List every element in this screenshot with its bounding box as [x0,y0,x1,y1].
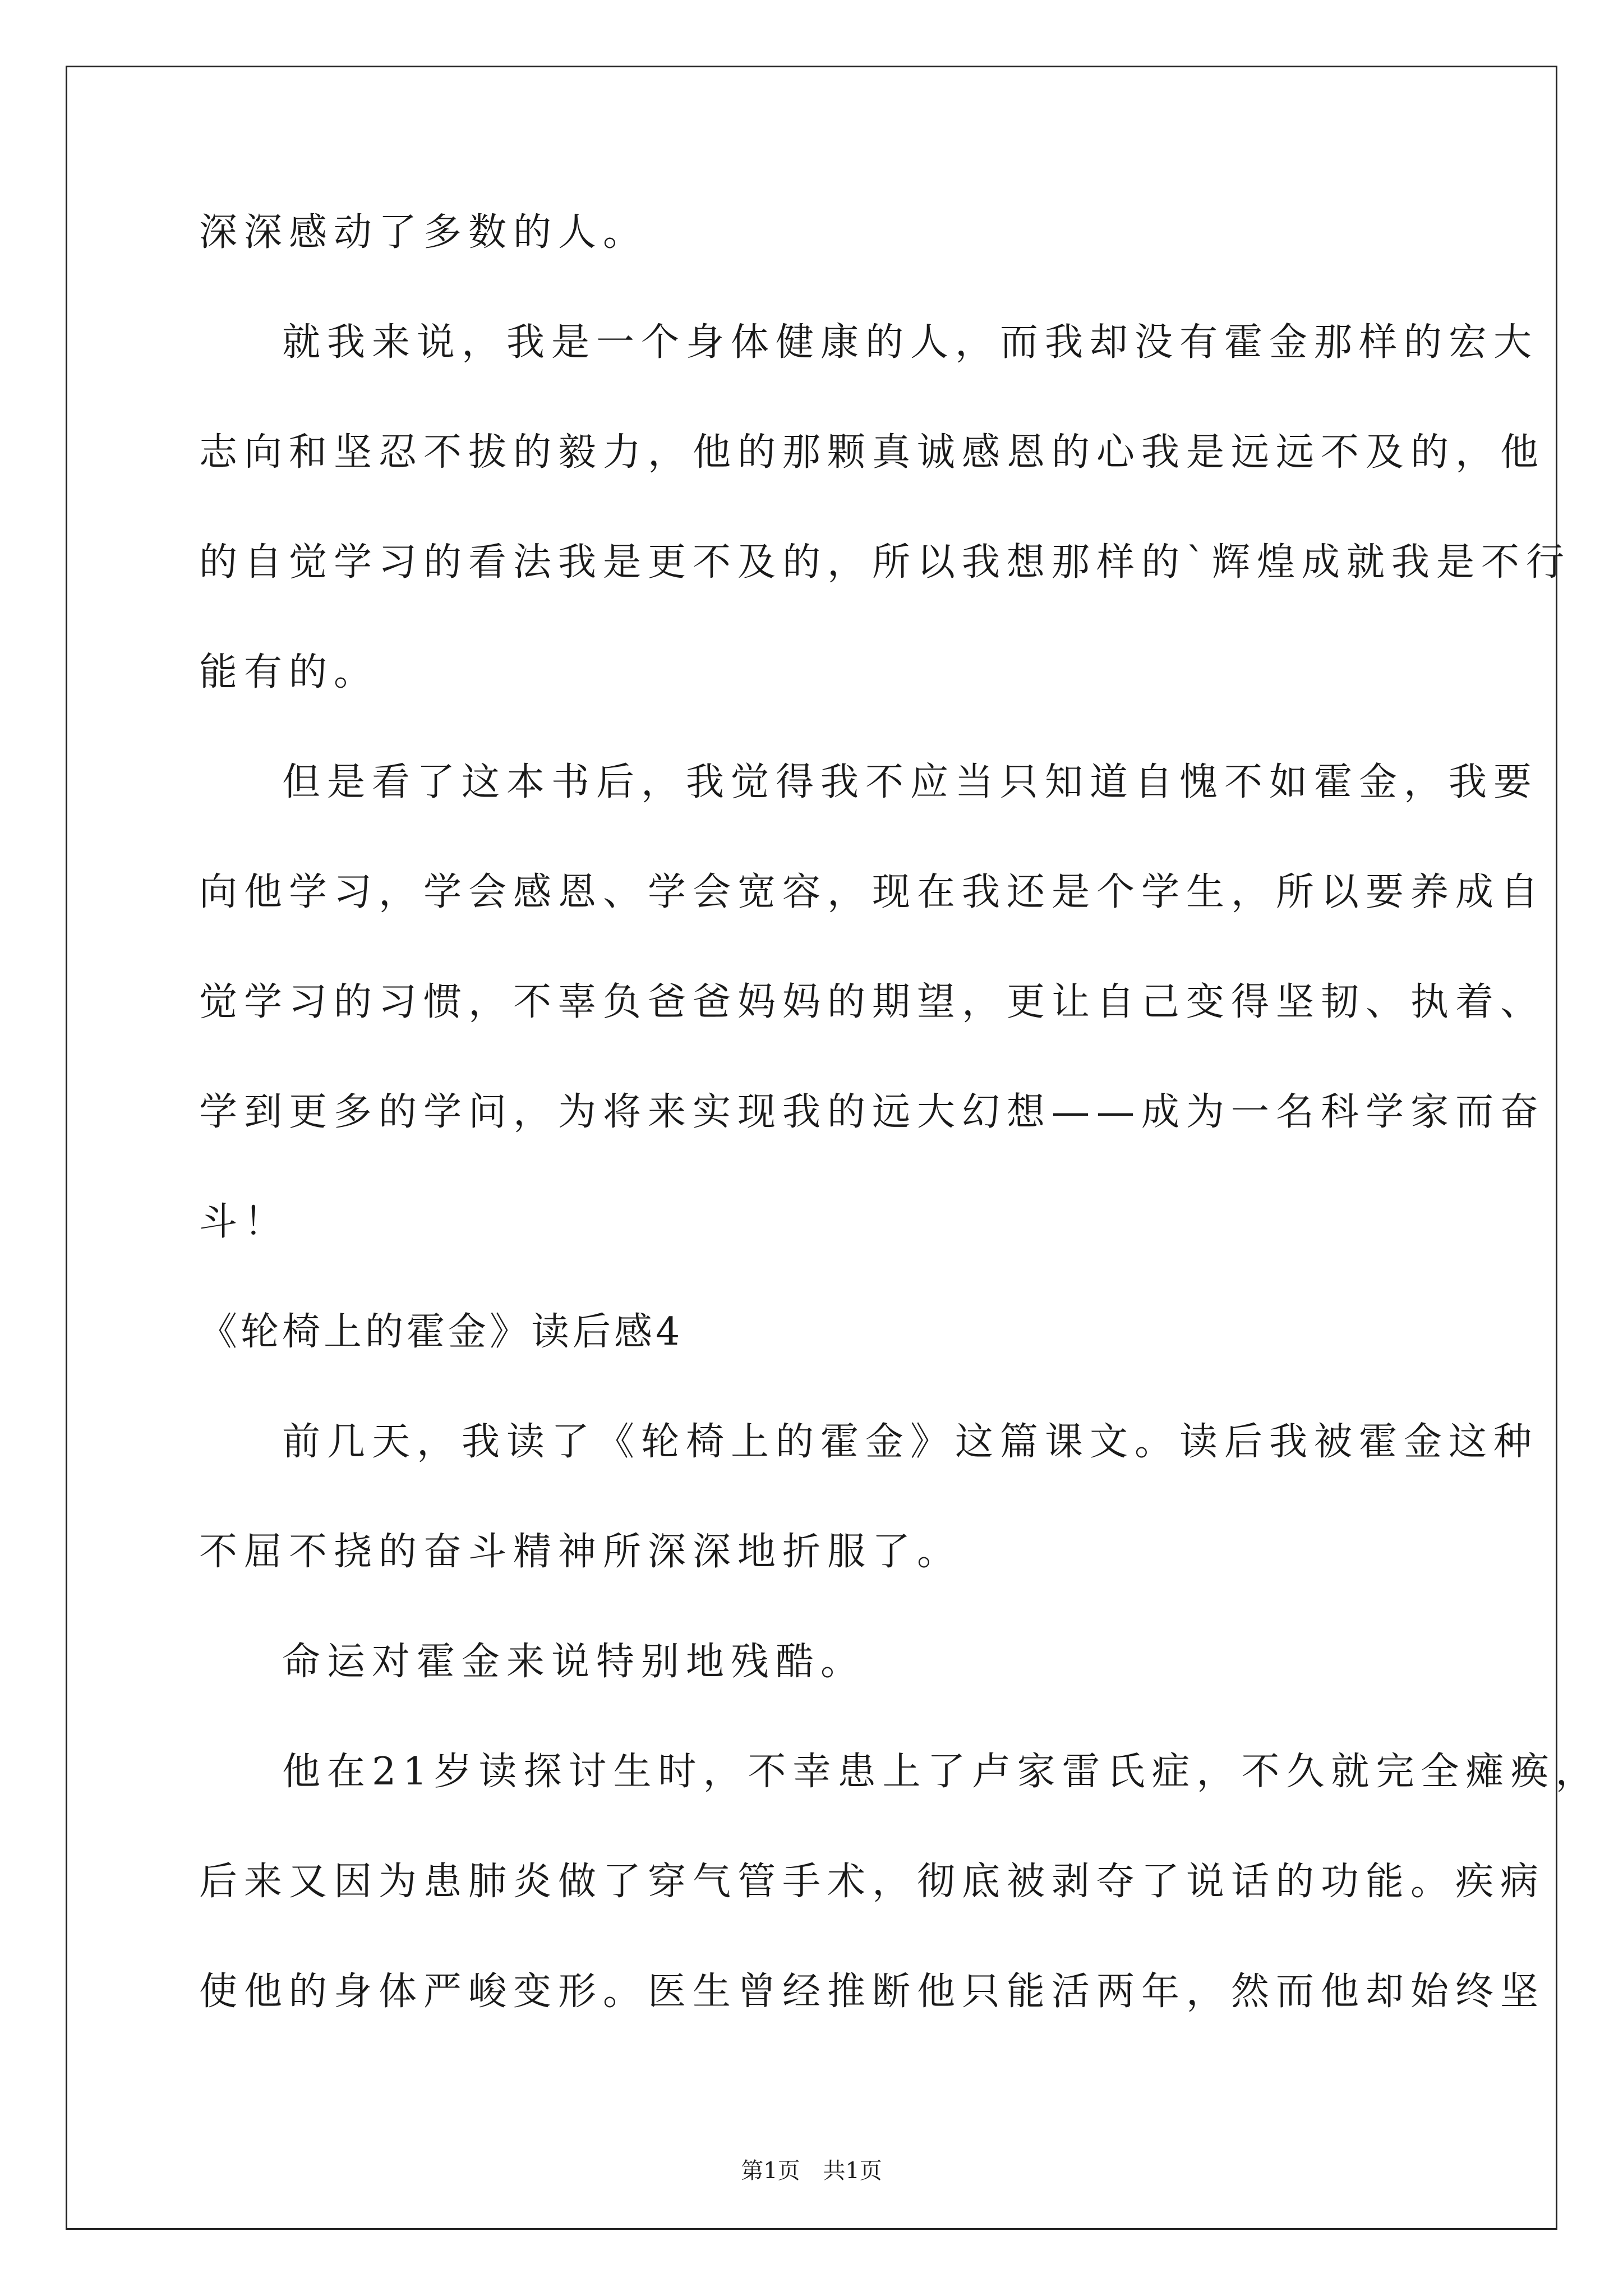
text-line: 能有的。 [199,650,379,694]
text-line: 觉学习的习惯，不辜负爸爸妈妈的期望，更让自己变得坚韧、执着、 [199,980,1546,1024]
text-line: 的自觉学习的看法我是更不及的，所以我想那样的`辉煌成就我是不行 [199,540,1571,585]
text-line: 后来又因为患肺炎做了穿气管手术，彻底被剥夺了说话的功能。疾病 [199,1860,1546,1904]
text-line: 使他的身体严峻变形。医生曾经推断他只能活两年，然而他却始终坚 [199,1970,1546,2014]
text-line: 不屈不挠的奋斗精神所深深地折服了。 [199,1530,962,1574]
text-line: 志向和坚忍不拔的毅力，他的那颗真诚感恩的心我是远远不及的，他 [199,430,1546,475]
total-pages: 共1页 [823,2158,882,2184]
paragraph-line: 命运对霍金来说特别地残酷。 [282,1640,866,1684]
text-line: 深深感动了多数的人。 [199,210,648,255]
page-number: 第1页 [741,2158,800,2184]
section-heading: 《轮椅上的霍金》读后感4 [199,1310,684,1354]
paragraph-line: 他在21岁读探讨生时，不幸患上了卢家雷氏症，不久就完全瘫痪， [282,1750,1601,1794]
text-line: 学到更多的学问，为将来实现我的远大幻想——成为一名科学家而奋 [199,1090,1546,1134]
paragraph-line: 但是看了这本书后，我觉得我不应当只知道自愧不如霍金，我要 [282,760,1539,804]
text-line: 向他学习，学会感恩、学会宽容，现在我还是个学生，所以要养成自 [199,870,1546,914]
page-footer [0,2154,1623,2188]
paragraph-line: 就我来说，我是一个身体健康的人，而我却没有霍金那样的宏大 [282,320,1539,365]
paragraph-line: 前几天，我读了《轮椅上的霍金》这篇课文。读后我被霍金这种 [282,1420,1539,1464]
text-line: 斗！ [199,1200,289,1244]
